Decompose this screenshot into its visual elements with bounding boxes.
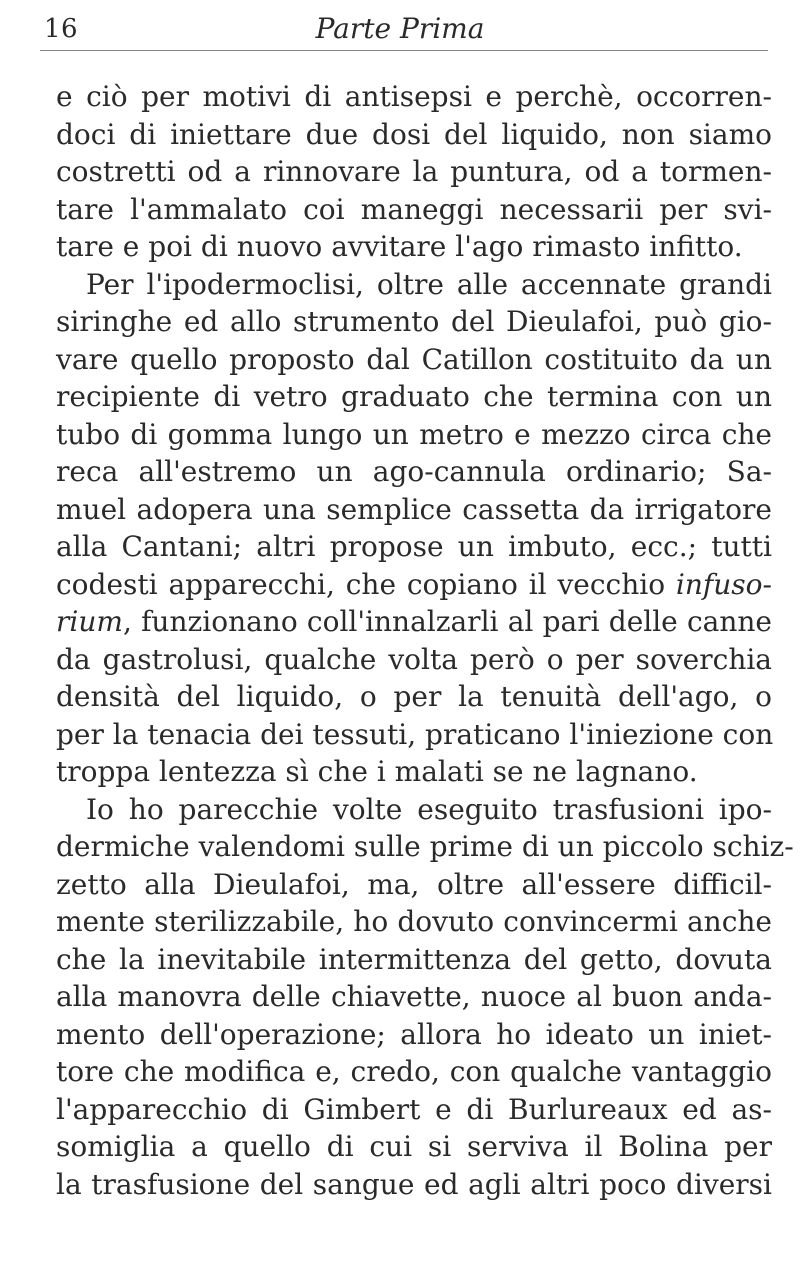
running-head: Parte Prima bbox=[315, 12, 485, 45]
text-line: densità del liquido, o per la tenuità dell'ago, o bbox=[56, 680, 772, 713]
text-line: alla manovra delle chiavette, nuoce al buon anda- bbox=[56, 980, 772, 1013]
text-line: l'apparecchio di Gimbert e di Burlureaux ed as- bbox=[56, 1092, 772, 1126]
text-line: mento dell'operazione; allora ho ideato un iniet- bbox=[56, 1017, 772, 1051]
text-line: doci di iniettare due dosi del liquido, non siamo bbox=[56, 117, 772, 151]
text-line-with-italic bbox=[56, 566, 772, 604]
text-line: recipiente di vetro graduato che termina con un bbox=[56, 380, 772, 413]
text-line: dermiche valendomi sulle prime di un piccolo schiz- bbox=[56, 830, 794, 863]
text-line: siringhe ed allo strumento del Dieulafoi, può gio- bbox=[56, 305, 772, 338]
text-line-prefix: codesti apparecchi, che copiano il vecchio bbox=[56, 567, 666, 601]
text-line: alla Cantani; altri propose un imbuto, ecc.; tutti bbox=[56, 530, 772, 563]
header-rule bbox=[40, 50, 768, 51]
text-line: tore che modifica e, credo, con qualche vantaggio bbox=[56, 1055, 772, 1088]
text-line: muel adopera una semplice cassetta da irrigatore bbox=[56, 492, 772, 526]
text-line: che la inevitabile intermittenza del getto, dovuta bbox=[56, 942, 772, 976]
text-line: tare l'ammalato coi maneggi necessarii per svi- bbox=[56, 192, 772, 226]
text-line: mente sterilizzabile, ho dovuto convincermi anche bbox=[56, 905, 772, 938]
text-line: tare e poi di nuovo avvitare l'ago rimasto infitto. bbox=[56, 230, 743, 263]
text-line: tubo di gomma lungo un metro e mezzo circa che bbox=[56, 417, 772, 451]
text-line: costretti od a rinnovare la puntura, od a tormen- bbox=[56, 155, 772, 188]
text-line: da gastrolusi, qualche volta però o per soverchia bbox=[56, 642, 772, 676]
text-line-with-italic bbox=[56, 603, 772, 641]
italic-word: rium bbox=[56, 605, 123, 638]
text-line: zetto alla Dieulafoi, ma, oltre all'essere difficil- bbox=[56, 867, 772, 901]
text-line: per la tenacia dei tessuti, praticano l'iniezione con bbox=[56, 717, 774, 751]
text-line-suffix: , funzionano coll'innalzarli al pari delle canne bbox=[122, 605, 772, 638]
page-number: 16 bbox=[44, 14, 79, 44]
text-line: Io ho parecchie volte eseguito trasfusioni ipo- bbox=[86, 792, 772, 826]
text-line: somiglia a quello di cui si serviva il Bolina per bbox=[56, 1130, 772, 1163]
text-line: reca all'estremo un ago-cannula ordinario; Sa- bbox=[56, 455, 772, 488]
text-line: vare quello proposto dal Catillon costituito da un bbox=[56, 342, 772, 376]
text-line: troppa lentezza sì che i malati se ne lagnano. bbox=[56, 755, 698, 788]
text-line: la trasfusione del sangue ed agli altri poco diversi bbox=[56, 1167, 772, 1201]
italic-word: infuso- bbox=[675, 567, 772, 601]
text-line: Per l'ipodermoclisi, oltre alle accennate grandi bbox=[86, 267, 772, 301]
body-text bbox=[56, 78, 794, 1203]
text-line: e ciò per motivi di antisepsi e perchè, occorren- bbox=[56, 80, 772, 113]
page-header bbox=[0, 4, 800, 48]
